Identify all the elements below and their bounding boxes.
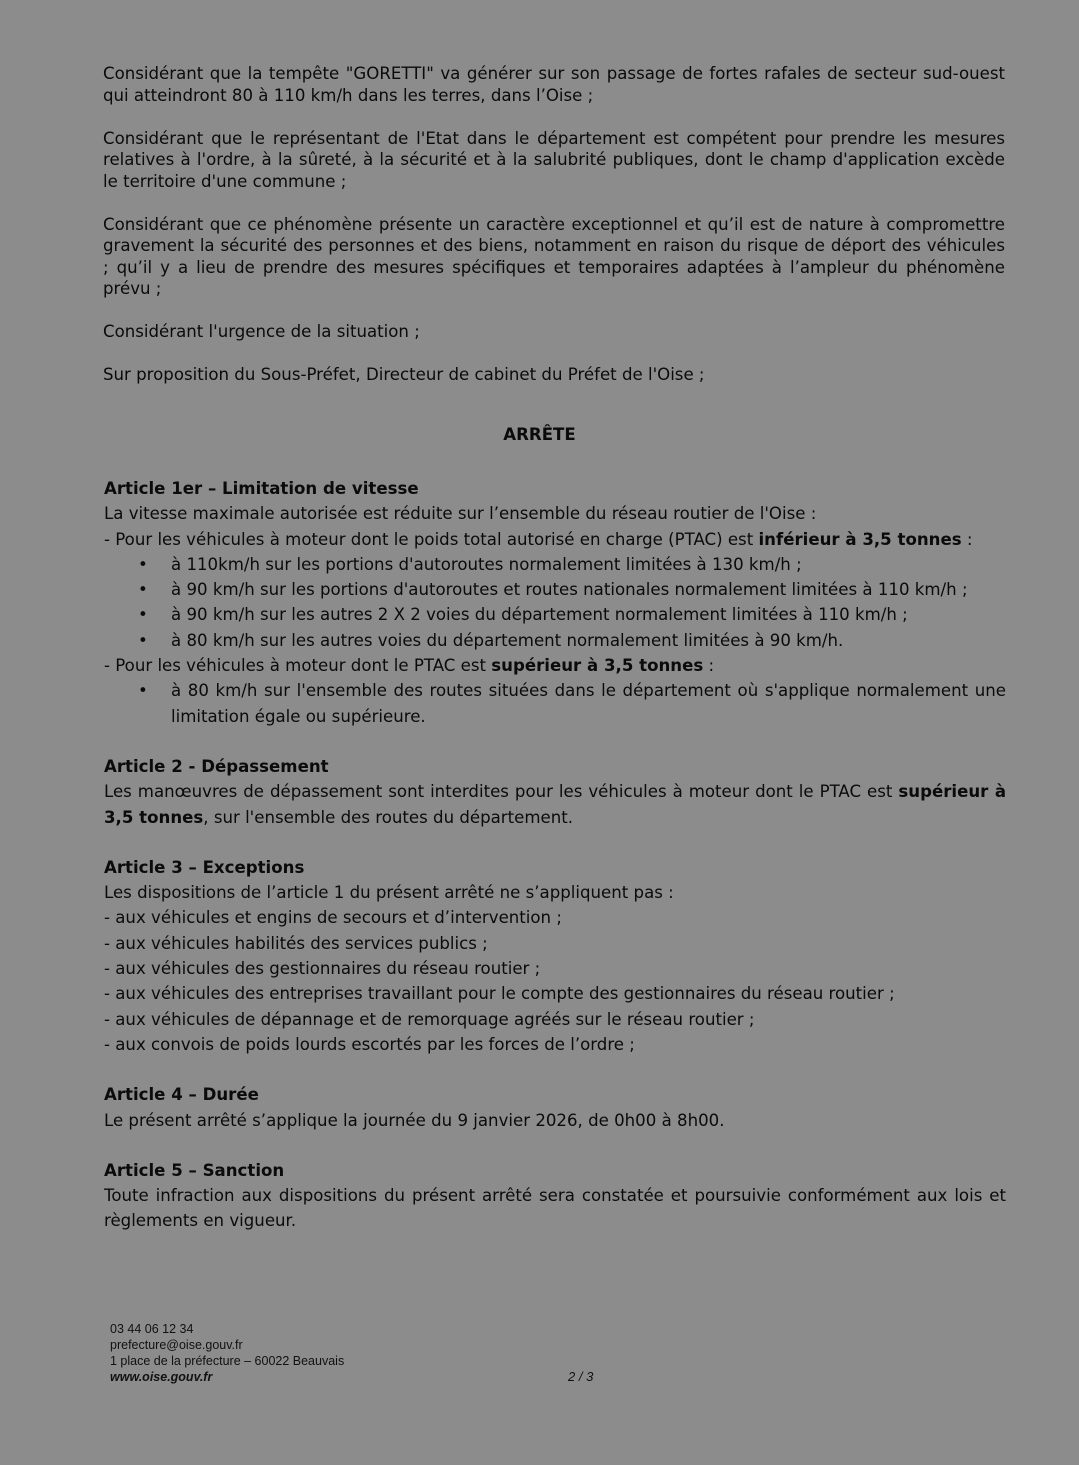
list-item: - aux véhicules des gestionnaires du réseau routier ; [104, 959, 541, 979]
article-5-title: Article 5 – Sanction [104, 1160, 285, 1180]
considerant-paragraph: Considérant que ce phénomène présente un caractère exceptionnel et qu’il est de nature à compromettre gravement la sécurité des personnes et des biens, notamment en raison du risque de déport des véhicules ; qu’il y a lieu de prendre des mesures spécifiques et temporaires adaptées à l’ampleur du phénomène prévu ; [103, 214, 1005, 298]
group-1-prefix: - Pour les véhicules à moteur dont le poids total autorisé en charge (PTAC) est [104, 529, 759, 549]
article-4-text: Le présent arrêté s’applique la journée du 9 janvier 2026, de 0h00 à 8h00. [104, 1110, 725, 1130]
article-3 [104, 855, 1006, 1057]
article-5-text: Toute infraction aux dispositions du présent arrêté sera constatée et poursuivie conformément aux lois et règlements en vigueur. [104, 1186, 1006, 1231]
footer-phone: 03 44 06 12 34 [110, 1322, 194, 1336]
considerant-paragraph: Considérant que la tempête "GORETTI" va générer sur son passage de fortes rafales de secteur sud-ouest qui atteindront 80 à 110 km/h dans les terres, dans l’Oise ; [103, 64, 1005, 105]
group-1-list [104, 552, 1006, 653]
group-1-bold: inférieur à 3,5 tonnes [758, 529, 962, 549]
article-3-title: Article 3 – Exceptions [104, 857, 305, 877]
footer-contact [110, 1321, 344, 1385]
article-3-intro: Les dispositions de l’article 1 du présent arrêté ne s’appliquent pas : [104, 883, 674, 903]
article-2-title: Article 2 - Dépassement [104, 756, 329, 776]
considerant-paragraph: Considérant que le représentant de l'Etat dans le département est compétent pour prendre les mesures relatives à l'ordre, à la sûreté, à la sécurité et à la salubrité publiques, dont le champ d'application excède le territoire d'une commune ; [103, 128, 1005, 191]
list-item: • à 90 km/h sur les autres 2 X 2 voies du département normalement limitées à 110 km/h ; [171, 602, 1006, 627]
list-item: - aux véhicules de dépannage et de remorquage agréés sur le réseau routier ; [104, 1009, 755, 1029]
article-2-text [104, 779, 1006, 830]
article-1-group-2 [104, 653, 1006, 678]
list-item: - aux véhicules habilités des services publics ; [104, 933, 488, 953]
list-item: - aux véhicules et engins de secours et d’intervention ; [104, 908, 562, 928]
list-item: - aux véhicules des entreprises travaillant pour le compte des gestionnaires du réseau routier ; [104, 984, 895, 1004]
article-2-suffix: , sur l'ensemble des routes du département. [203, 807, 574, 827]
group-2-bold: supérieur à 3,5 tonnes [491, 656, 704, 676]
article-1-group-1 [104, 527, 1006, 552]
group-2-list [104, 678, 1006, 729]
group-1-suffix: : [961, 529, 973, 549]
group-2-prefix: - Pour les véhicules à moteur dont le PTAC est [104, 656, 492, 676]
footer-email: prefecture@oise.gouv.fr [110, 1338, 243, 1352]
decision-title: ARRÊTE [503, 425, 576, 444]
articles-section [104, 476, 1006, 1259]
article-2-prefix: Les manœuvres de dépassement sont interdites pour les véhicules à moteur dont le PTAC est [104, 782, 899, 802]
list-item: - aux convois de poids lourds escortés par les forces de l’ordre ; [104, 1034, 635, 1054]
article-4-title: Article 4 – Durée [104, 1085, 259, 1105]
considerants-section [103, 63, 1005, 407]
list-item: • à 110km/h sur les portions d'autoroutes normalement limitées à 130 km/h ; [171, 552, 1006, 577]
list-item: • à 80 km/h sur l'ensemble des routes situées dans le département où s'applique normalement une limitation égale ou supérieure. [171, 678, 1006, 729]
footer-address: 1 place de la préfecture – 60022 Beauvais [110, 1354, 345, 1368]
article-2 [104, 754, 1006, 830]
list-item: • à 80 km/h sur les autres voies du département normalement limitées à 90 km/h. [171, 628, 1006, 653]
article-1-title: Article 1er – Limitation de vitesse [104, 479, 419, 498]
proposition-paragraph: Sur proposition du Sous-Préfet, Directeur de cabinet du Préfet de l'Oise ; [103, 365, 705, 384]
article-1 [104, 476, 1006, 729]
article-2-bold: supérieur à 3,5 tonnes [104, 782, 1007, 827]
list-item: • à 90 km/h sur les portions d'autoroutes et routes nationales normalement limitées à 110 km/h ; [171, 577, 1006, 602]
article-1-intro: La vitesse maximale autorisée est réduite sur l’ensemble du réseau routier de l'Oise : [104, 504, 817, 524]
considerant-paragraph: Considérant l'urgence de la situation ; [103, 322, 420, 341]
article-4 [104, 1082, 1006, 1133]
footer-website: www.oise.gouv.fr [110, 1370, 213, 1384]
page-number: 2 / 3 [568, 1369, 594, 1384]
group-2-suffix: : [703, 656, 715, 676]
article-5 [104, 1158, 1006, 1234]
